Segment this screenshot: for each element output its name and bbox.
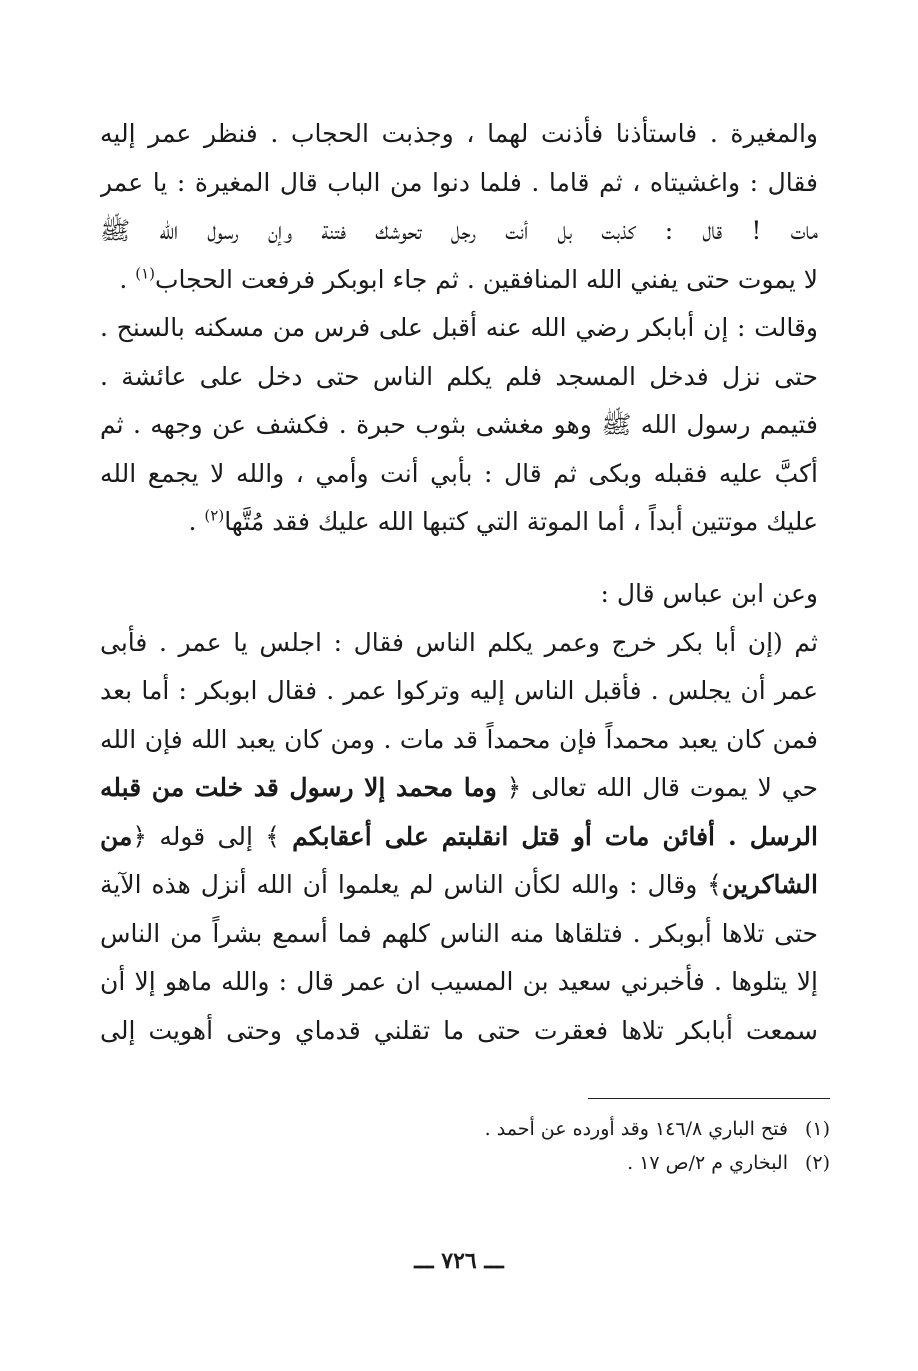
text-line: وقالت : إن أبابكر رضي الله عنه أقبل على فرس من مسكنه بالسنح . [100,313,818,342]
footnote-ref-1: (١) [135,264,155,283]
text-line [100,764,818,813]
text-line: أكبَّ عليه فقبله وبكى ثم قال : بأبي أنت وأمي ، والله لا يجمع الله [100,458,818,488]
text-line [100,813,818,862]
text-line [100,498,818,547]
quran-verse: الرسل . أفائن مات أو قتل انقلبتم على أعقابكم [292,821,818,851]
quran-verse: الشاكرين [721,870,818,899]
footnote-ref-2: (٢) [204,506,225,525]
quran-verse: من [100,821,133,851]
text-line: والمغيرة . فاستأذنا فأذنت لهما ، وجذبت الحجاب . فنظر عمر إليه [100,119,818,148]
footnote-number: (٢) [804,1152,830,1174]
text-line: ثم (إن أبا بكر خرج وعمر يكلم الناس فقال : اجلس يا عمر . فأبى [100,627,818,657]
text-segment: ﴾ وقال : والله لكأن الناس لم يعلموا أن الله أنزل هذه الآية [100,870,722,899]
footnote-number: (١) [804,1118,830,1140]
paragraph-intro: وعن ابن عباس قال : [600,579,818,608]
text-line [100,861,818,910]
text-line [100,256,818,305]
text-line: مات ! قال : كذبت بل أنت رجل تحوشك فتنة وإن رسول الله ﷺ [100,216,818,245]
footnote-text: فتح الباري ١٤٦/٨ وقد أورده عن أحمد . [484,1118,788,1140]
text-segment: حي لا يموت قال الله تعالى ﴿ [496,773,818,802]
footnotes [330,1112,830,1180]
page-number: ـــ ٧٢٦ ـــ [414,1248,504,1274]
text-line: فمن كان يعبد محمداً فإن محمداً قد مات . ومن كان يعبد الله فإن الله [100,724,818,754]
text-line-content: عليك موتتين أبداً ، أما الموتة التي كتبها الله عليك فقد مُتَّها [224,507,818,536]
footnote-text: البخاري م ٢/ص ١٧ . [627,1152,788,1174]
text-line: عمر أن يجلس . فأقبل الناس إليه وتركوا عمر . فقال ابوبكر : أما بعد [100,676,818,705]
footnote-1 [330,1112,830,1146]
text-line-content: لا يموت حتى يفني الله المنافقين . ثم جاء ابوبكر فرفعت الحجاب [155,264,818,294]
footnote-2 [330,1146,830,1180]
text-line: فقال : واغشيتاه ، ثم قاما . فلما دنوا من الباب قال المغيرة : يا عمر [100,167,818,197]
footnote-divider [588,1098,830,1099]
line-suffix: . [119,264,136,294]
text-line: إلا يتلوها . فأخبرني سعيد بن المسيب ان عمر قال : والله ماهو إلا أن [100,967,818,996]
quran-verse: وما محمد إلا رسول قد خلت من قبله [100,773,497,802]
text-line: حتى نزل فدخل المسجد فلم يكلم الناس حتى دخل على عائشة . [100,361,818,391]
text-segment: ﴾ إلى قوله ﴿ [132,821,293,851]
text-line: سمعت أبابكر تلاها فعقرت حتى ما تقلني قدماي وحتى أهويت إلى [100,1015,818,1045]
text-line: حتى تلاها أبوبكر . فتلقاها منه الناس كلهم فما أسمع بشراً من الناس [100,918,818,948]
paragraph-1 [100,110,818,547]
text-line: فتيمم رسول الله ﷺ وهو مغشى بثوب حبرة . فكشف عن وجهه . ثم [100,410,818,439]
paragraph-2 [100,570,818,1055]
line-suffix: . [188,507,205,536]
